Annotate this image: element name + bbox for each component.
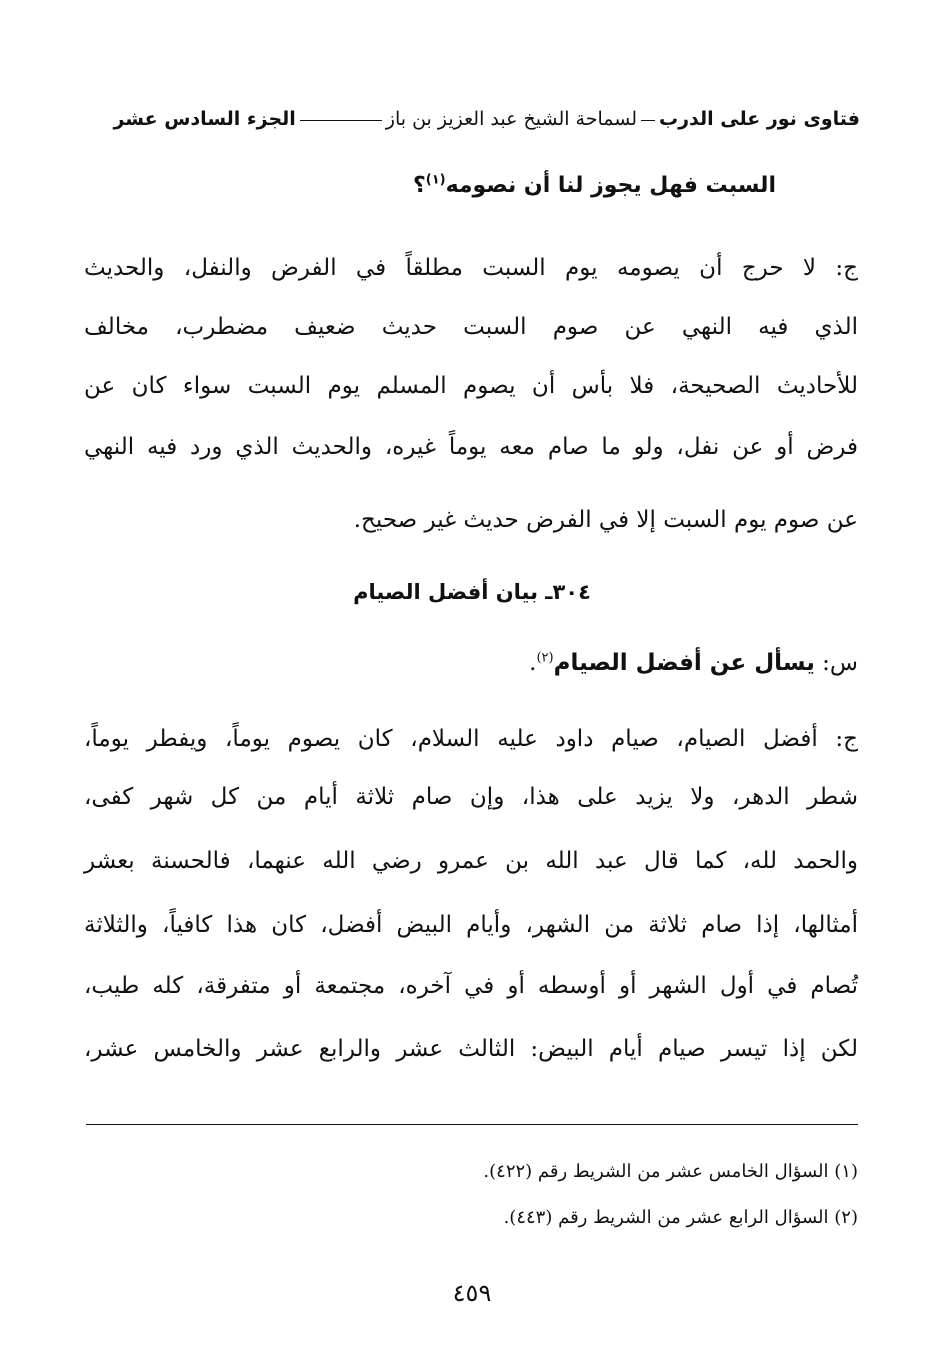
header-separator <box>641 120 655 121</box>
page-number: ٤٥٩ <box>452 1279 492 1307</box>
answer1-line-5: عن صوم يوم السبت إلا في الفرض حديث غير صحيح. <box>353 507 858 533</box>
section-heading: ٣٠٤ـ بيان أفضل الصيام <box>353 580 591 604</box>
answer1-line-3: للأحاديث الصحيحة، فلا بأس أن يصوم المسلم يوم السبت سواء كان عن <box>84 373 858 399</box>
answer2-line-5: تُصام في أول الشهر أو أوسطه أو في آخره، مجتمعة أو متفرقة، كله طيب، <box>84 973 858 999</box>
question-mark: ؟ <box>412 173 426 198</box>
answer2-line-1: ج: أفضل الصيام، صيام داود عليه السلام، كان يصوم يوماً، ويفطر يوماً، <box>84 726 858 752</box>
footnote-ref-2: (٢) <box>536 650 554 666</box>
footnote-ref-1: (١) <box>425 172 446 188</box>
running-header <box>84 104 860 134</box>
footnote-2: (٢) السؤال الرابع عشر من الشريط رقم (٤٤٣). <box>503 1207 858 1228</box>
question2-text: يسأل عن أفضل الصيام <box>553 650 815 676</box>
answer2-line-4: أمثالها، إذا صام ثلاثة من الشهر، وأيام البيض أفضل، كان هذا كافياً، والثلاثة <box>84 912 858 938</box>
answer1-line-4: فرض أو عن نفل، ولو ما صام معه يوماً غيره، والحديث الذي ورد فيه النهي <box>84 434 858 460</box>
question2-prefix: س: <box>814 650 858 676</box>
header-separator-long <box>300 120 382 121</box>
header-book-title: فتاوى نور على الدرب <box>659 108 860 130</box>
footnote-divider <box>86 1124 858 1125</box>
footnote-1: (١) السؤال الخامس عشر من الشريط رقم (٤٢٢). <box>483 1161 858 1182</box>
header-volume: الجزء السادس عشر <box>113 108 296 130</box>
answer2-line-2: شطر الدهر، ولا يزيد على هذا، وإن صام ثلاثة أيام من كل شهر كفى، <box>84 784 858 810</box>
answer2-line-6: لكن إذا تيسر صيام أيام البيض: الثالث عشر والرابع عشر والخامس عشر، <box>84 1036 858 1062</box>
answer1-line-2: الذي فيه النهي عن صوم السبت حديث ضعيف مضطرب، مخالف <box>84 314 858 340</box>
question2 <box>84 648 858 678</box>
continued-question-text: السبت فهل يجوز لنا أن نصومه <box>445 173 776 198</box>
continued-question <box>413 171 776 201</box>
answer1-line-1: ج: لا حرج أن يصومه يوم السبت مطلقاً في الفرض والنفل، والحديث <box>84 255 858 281</box>
header-author: لسماحة الشيخ عبد العزيز بن باز <box>385 108 637 130</box>
question2-end: . <box>529 650 537 676</box>
answer2-line-3: والحمد لله، كما قال عبد الله بن عمرو رضي الله عنهما، فالحسنة بعشر <box>84 848 858 874</box>
